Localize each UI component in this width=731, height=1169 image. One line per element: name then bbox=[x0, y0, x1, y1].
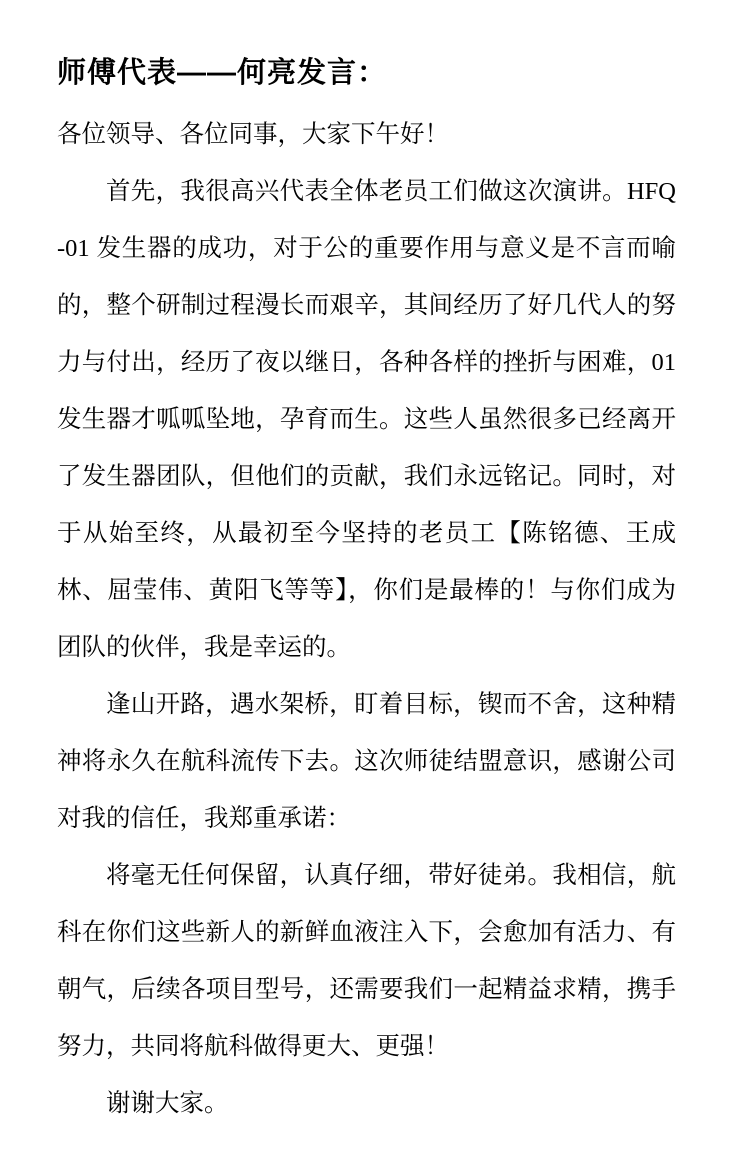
paragraph-3: 将毫无任何保留，认真仔细，带好徒弟。我相信，航科在你们这些新人的新鲜血液注入下，会愈加有活力、有朝气，后续各项目型号，还需要我们一起精益求精，携手努力，共同将航科做得更大、更强！ bbox=[57, 862, 676, 1060]
paragraph-4: 谢谢大家。 bbox=[106, 1090, 229, 1117]
greeting-line: 各位领导、各位同事，大家下午好！ bbox=[57, 121, 449, 148]
document-title: 师傅代表——何亮发言： bbox=[57, 57, 388, 89]
paragraph-1: 首先，我很高兴代表全体老员工们做这次演讲。HFQ-01 发生器的成功，对于公的重要作用与意义是不言而喻的，整个研制过程漫长而艰辛，其间经历了好几代人的努力与付出，经历了夜以继日，各种各样的挫折与困难，01 发生器才呱呱坠地，孕育而生。这些人虽然很多已经离开了发生器团队，但他们的贡献，我们永远铭记。同时，对于从始至终，从最初至今坚持的老员工【陈铭德、王成林、屈莹伟、黄阳飞等等】，你们是最棒的！与你们成为团队的伙伴，我是幸运的。 bbox=[57, 178, 676, 661]
paragraph-2: 逢山开路，遇水架桥，盯着目标，锲而不舍，这种精神将永久在航科流传下去。这次师徒结盟意识，感谢公司对我的信任，我郑重承诺： bbox=[57, 691, 676, 832]
